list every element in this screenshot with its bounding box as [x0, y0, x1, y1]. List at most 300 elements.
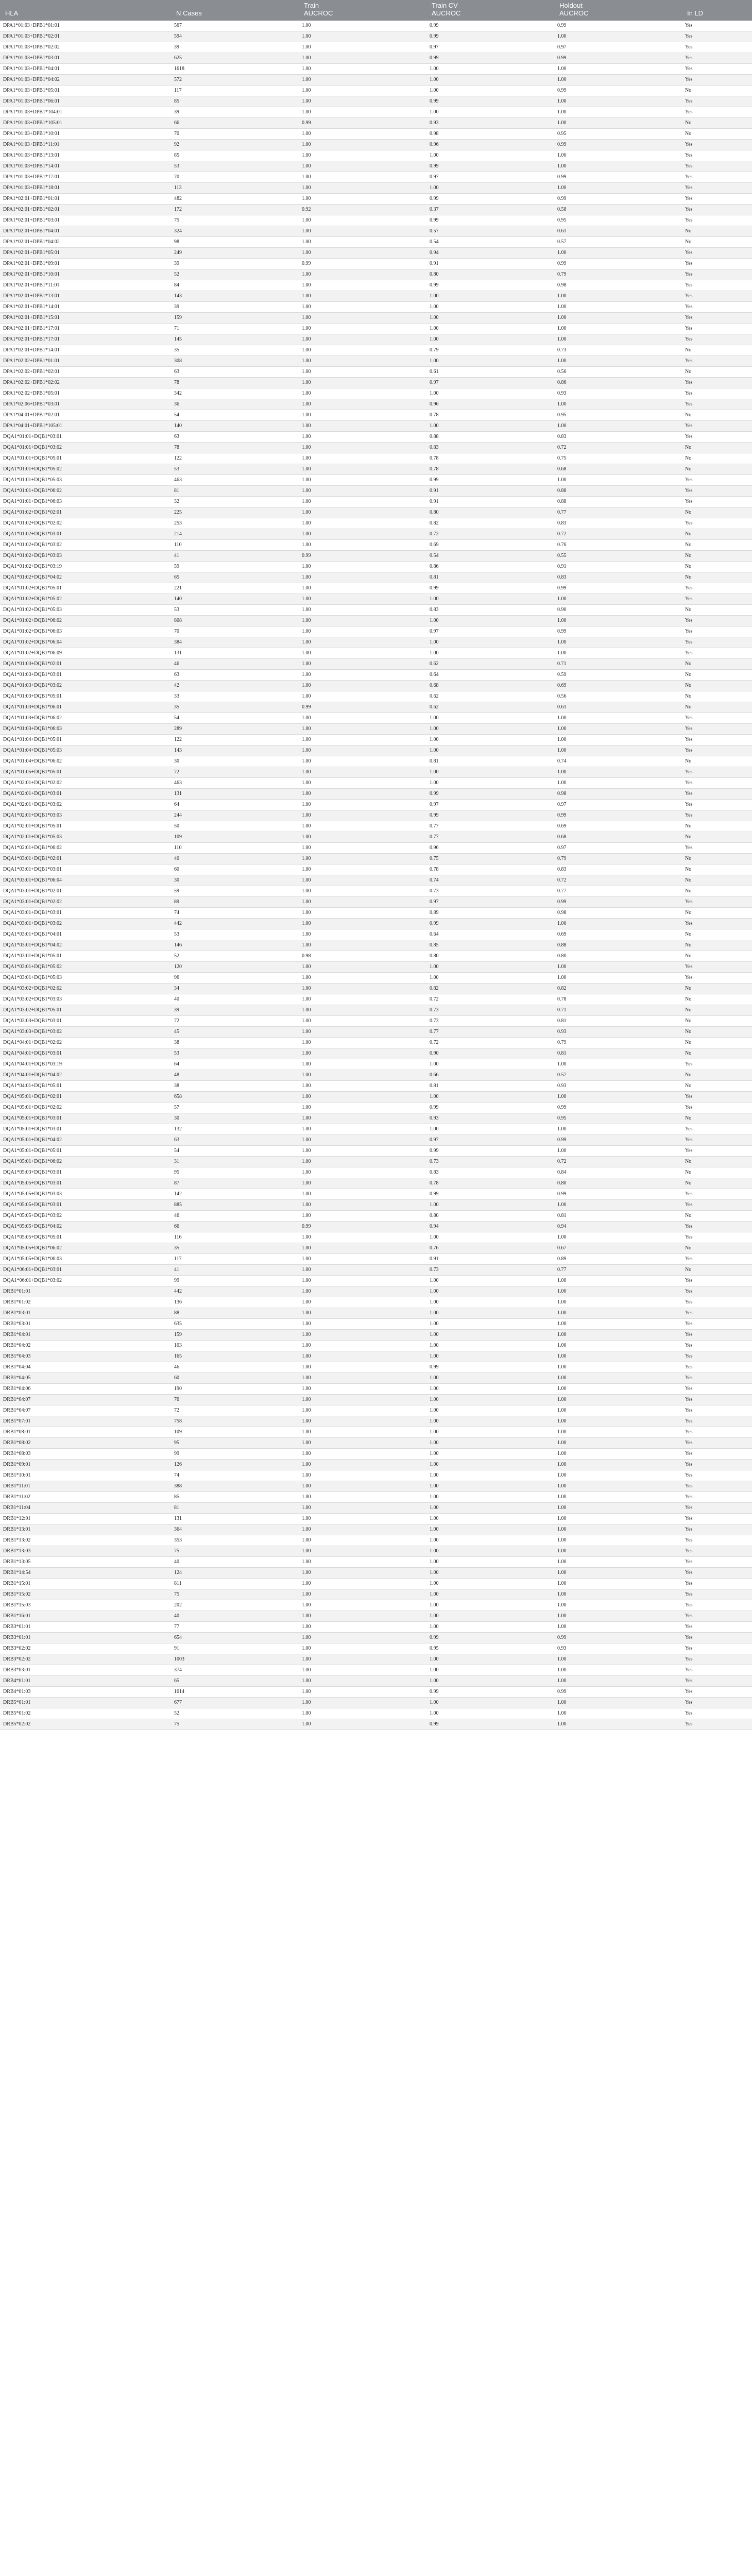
in-ld-cell: Yes	[682, 1232, 752, 1243]
hla-cell: DRB1*04:07	[0, 1395, 171, 1405]
table-row	[0, 1362, 752, 1373]
n-cases-cell: 32	[171, 497, 299, 507]
n-cases-cell: 221	[171, 583, 299, 594]
table-row	[0, 1005, 752, 1016]
n-cases-cell: 85	[171, 96, 299, 107]
holdout-aucroc-cell: 1.00	[554, 724, 682, 735]
table-row	[0, 713, 752, 724]
train-cv-aucroc-cell: 1.00	[426, 973, 554, 984]
holdout-aucroc-cell: 0.71	[554, 659, 682, 670]
train-cv-aucroc-cell: 0.77	[426, 821, 554, 832]
train-aucroc-cell: 0.99	[299, 118, 426, 129]
n-cases-cell: 143	[171, 291, 299, 302]
hla-cell: DQA1*05:05+DQB1*06:03	[0, 1254, 171, 1265]
train-cv-aucroc-cell: 0.89	[426, 908, 554, 919]
train-aucroc-cell: 1.00	[299, 1492, 426, 1503]
table-row	[0, 421, 752, 432]
table-row	[0, 356, 752, 367]
hla-cell: DQA1*01:02+DQB1*05:02	[0, 594, 171, 605]
holdout-aucroc-cell: 0.72	[554, 443, 682, 453]
n-cases-cell: 758	[171, 1416, 299, 1427]
in-ld-cell: Yes	[682, 594, 752, 605]
in-ld-cell: Yes	[682, 107, 752, 118]
hla-cell: DRB1*04:01	[0, 1330, 171, 1341]
hla-cell: DRB1*11:02	[0, 1492, 171, 1503]
n-cases-cell: 74	[171, 1470, 299, 1481]
table-row	[0, 540, 752, 551]
holdout-aucroc-cell: 1.00	[554, 1503, 682, 1514]
holdout-aucroc-cell: 1.00	[554, 1514, 682, 1524]
train-cv-aucroc-cell: 0.97	[426, 800, 554, 810]
n-cases-cell: 85	[171, 1492, 299, 1503]
in-ld-cell: Yes	[682, 637, 752, 648]
holdout-aucroc-cell: 0.72	[554, 529, 682, 540]
holdout-aucroc-cell: 1.00	[554, 475, 682, 486]
holdout-aucroc-cell: 1.00	[554, 1676, 682, 1687]
in-ld-cell: Yes	[682, 616, 752, 626]
holdout-aucroc-cell: 1.00	[554, 248, 682, 259]
holdout-aucroc-cell: 0.55	[554, 551, 682, 562]
in-ld-cell: No	[682, 1005, 752, 1016]
train-aucroc-cell: 1.00	[299, 670, 426, 681]
holdout-aucroc-cell: 1.00	[554, 1589, 682, 1600]
holdout-aucroc-cell: 0.93	[554, 1081, 682, 1092]
in-ld-cell: Yes	[682, 713, 752, 724]
in-ld-cell: Yes	[682, 1135, 752, 1146]
holdout-aucroc-cell: 1.00	[554, 1276, 682, 1286]
n-cases-cell: 635	[171, 1319, 299, 1330]
train-aucroc-cell: 1.00	[299, 984, 426, 994]
train-cv-aucroc-cell: 0.68	[426, 681, 554, 691]
holdout-aucroc-cell: 0.83	[554, 865, 682, 875]
train-cv-aucroc-cell: 0.99	[426, 810, 554, 821]
table-row	[0, 1330, 752, 1341]
hla-cell: DRB3*01:01	[0, 1622, 171, 1633]
n-cases-cell: 885	[171, 1200, 299, 1211]
train-cv-aucroc-cell: 0.99	[426, 161, 554, 172]
hla-cell: DPA1*02:02+DPB1*02:01	[0, 367, 171, 378]
train-cv-aucroc-cell: 1.00	[426, 75, 554, 86]
n-cases-cell: 65	[171, 1676, 299, 1687]
holdout-aucroc-cell: 1.00	[554, 1665, 682, 1676]
in-ld-cell: Yes	[682, 810, 752, 821]
table-row	[0, 334, 752, 345]
in-ld-cell: Yes	[682, 1276, 752, 1286]
holdout-aucroc-cell: 1.00	[554, 1330, 682, 1341]
train-aucroc-cell: 1.00	[299, 248, 426, 259]
holdout-aucroc-cell: 0.98	[554, 789, 682, 800]
table-row	[0, 280, 752, 291]
train-aucroc-cell: 1.00	[299, 1351, 426, 1362]
train-aucroc-cell: 1.00	[299, 378, 426, 388]
holdout-aucroc-cell: 0.61	[554, 226, 682, 237]
n-cases-cell: 132	[171, 1124, 299, 1135]
table-row	[0, 1503, 752, 1514]
holdout-aucroc-cell: 1.00	[554, 1395, 682, 1405]
train-cv-aucroc-cell: 1.00	[426, 1589, 554, 1600]
n-cases-cell: 658	[171, 1092, 299, 1103]
holdout-aucroc-cell: 1.00	[554, 919, 682, 929]
train-aucroc-cell: 1.00	[299, 1600, 426, 1611]
in-ld-cell: No	[682, 551, 752, 562]
n-cases-cell: 374	[171, 1665, 299, 1676]
n-cases-cell: 567	[171, 21, 299, 31]
n-cases-cell: 109	[171, 832, 299, 843]
train-cv-aucroc-cell: 0.61	[426, 367, 554, 378]
n-cases-cell: 66	[171, 118, 299, 129]
table-row	[0, 1178, 752, 1189]
train-cv-aucroc-cell: 0.99	[426, 31, 554, 42]
n-cases-cell: 81	[171, 1503, 299, 1514]
hla-cell: DQA1*03:01+DQB1*03:01	[0, 865, 171, 875]
train-cv-aucroc-cell: 0.99	[426, 1189, 554, 1200]
hla-cell: DPA1*02:01+DPB1*10:01	[0, 269, 171, 280]
hla-cell: DPA1*02:06+DPB1*03:01	[0, 399, 171, 410]
table-row	[0, 291, 752, 302]
in-ld-cell: Yes	[682, 789, 752, 800]
in-ld-cell: Yes	[682, 1351, 752, 1362]
train-cv-aucroc-cell: 1.00	[426, 1665, 554, 1676]
train-aucroc-cell: 1.00	[299, 1124, 426, 1135]
train-cv-aucroc-cell: 0.97	[426, 897, 554, 908]
train-cv-aucroc-cell: 0.80	[426, 1211, 554, 1222]
n-cases-cell: 54	[171, 713, 299, 724]
in-ld-cell: No	[682, 908, 752, 919]
in-ld-cell: No	[682, 410, 752, 421]
in-ld-cell: Yes	[682, 313, 752, 324]
table-row	[0, 1427, 752, 1438]
holdout-aucroc-cell: 1.00	[554, 962, 682, 973]
table-row	[0, 1514, 752, 1524]
train-aucroc-cell: 1.00	[299, 1243, 426, 1254]
table-row	[0, 1157, 752, 1167]
n-cases-cell: 78	[171, 378, 299, 388]
in-ld-cell: No	[682, 540, 752, 551]
in-ld-cell: Yes	[682, 1611, 752, 1622]
train-aucroc-cell: 1.00	[299, 1611, 426, 1622]
n-cases-cell: 36	[171, 399, 299, 410]
table-row	[0, 1470, 752, 1481]
table-row	[0, 637, 752, 648]
table-row	[0, 1611, 752, 1622]
train-aucroc-cell: 1.00	[299, 1005, 426, 1016]
in-ld-cell: No	[682, 1265, 752, 1276]
hla-cell: DPA1*01:03+DPB1*17:01	[0, 172, 171, 183]
table-row	[0, 1027, 752, 1038]
train-cv-aucroc-cell: 0.73	[426, 1265, 554, 1276]
n-cases-cell: 81	[171, 486, 299, 497]
n-cases-cell: 54	[171, 410, 299, 421]
table-row	[0, 810, 752, 821]
holdout-aucroc-cell: 0.88	[554, 486, 682, 497]
table-row	[0, 1103, 752, 1113]
holdout-aucroc-cell: 0.98	[554, 280, 682, 291]
train-cv-aucroc-cell: 0.86	[426, 562, 554, 572]
table-row	[0, 226, 752, 237]
in-ld-cell: Yes	[682, 1633, 752, 1643]
n-cases-cell: 388	[171, 1481, 299, 1492]
train-aucroc-cell: 1.00	[299, 1254, 426, 1265]
in-ld-cell: Yes	[682, 724, 752, 735]
table-row	[0, 1048, 752, 1059]
n-cases-cell: 65	[171, 572, 299, 583]
table-row	[0, 1395, 752, 1405]
n-cases-cell: 342	[171, 388, 299, 399]
hla-cell: DQA1*01:03+DQB1*02:01	[0, 659, 171, 670]
train-aucroc-cell: 1.00	[299, 1654, 426, 1665]
holdout-aucroc-cell: 1.00	[554, 399, 682, 410]
n-cases-cell: 131	[171, 789, 299, 800]
train-aucroc-cell: 1.00	[299, 1384, 426, 1395]
in-ld-cell: Yes	[682, 1308, 752, 1319]
holdout-aucroc-cell: 1.00	[554, 1362, 682, 1373]
train-aucroc-cell: 1.00	[299, 1643, 426, 1654]
table-row	[0, 1643, 752, 1654]
train-cv-aucroc-cell: 0.99	[426, 583, 554, 594]
train-cv-aucroc-cell: 0.99	[426, 96, 554, 107]
table-row	[0, 53, 752, 64]
n-cases-cell: 120	[171, 962, 299, 973]
hla-cell: DQA1*01:04+DQB1*06:02	[0, 756, 171, 767]
n-cases-cell: 384	[171, 637, 299, 648]
n-cases-cell: 53	[171, 161, 299, 172]
n-cases-cell: 40	[171, 1611, 299, 1622]
table-row	[0, 1232, 752, 1243]
n-cases-cell: 30	[171, 1113, 299, 1124]
train-aucroc-cell: 1.00	[299, 767, 426, 778]
hla-cell: DQA1*01:02+DQB1*06:04	[0, 637, 171, 648]
hla-cell: DQA1*01:05+DQB1*05:01	[0, 767, 171, 778]
train-aucroc-cell: 1.00	[299, 388, 426, 399]
table-row	[0, 518, 752, 529]
in-ld-cell: No	[682, 1113, 752, 1124]
n-cases-cell: 159	[171, 1330, 299, 1341]
in-ld-cell: No	[682, 1070, 752, 1081]
train-cv-aucroc-cell: 0.82	[426, 518, 554, 529]
n-cases-cell: 96	[171, 973, 299, 984]
train-cv-aucroc-cell: 0.99	[426, 53, 554, 64]
table-row	[0, 1135, 752, 1146]
holdout-aucroc-cell: 1.00	[554, 107, 682, 118]
hla-cell: DQA1*01:02+DQB1*05:03	[0, 605, 171, 616]
n-cases-cell: 38	[171, 1081, 299, 1092]
hla-cell: DRB1*04:06	[0, 1384, 171, 1395]
in-ld-cell: Yes	[682, 962, 752, 973]
header-inld: In LD	[682, 9, 752, 21]
table-row	[0, 605, 752, 616]
train-cv-aucroc-cell: 1.00	[426, 767, 554, 778]
train-aucroc-cell: 1.00	[299, 745, 426, 756]
in-ld-cell: Yes	[682, 1524, 752, 1535]
n-cases-cell: 99	[171, 1276, 299, 1286]
n-cases-cell: 59	[171, 886, 299, 897]
n-cases-cell: 40	[171, 854, 299, 865]
train-aucroc-cell: 0.99	[299, 259, 426, 269]
train-cv-aucroc-cell: 0.80	[426, 951, 554, 962]
train-aucroc-cell: 1.00	[299, 897, 426, 908]
in-ld-cell: Yes	[682, 1654, 752, 1665]
n-cases-cell: 42	[171, 681, 299, 691]
train-cv-aucroc-cell: 0.99	[426, 1103, 554, 1113]
n-cases-cell: 60	[171, 1373, 299, 1384]
hla-cell: DRB3*01:01	[0, 1633, 171, 1643]
train-cv-aucroc-cell: 0.78	[426, 865, 554, 875]
in-ld-cell: Yes	[682, 1665, 752, 1676]
in-ld-cell: Yes	[682, 64, 752, 75]
train-cv-aucroc-cell: 1.00	[426, 1373, 554, 1384]
train-aucroc-cell: 1.00	[299, 1514, 426, 1524]
table-row	[0, 583, 752, 594]
n-cases-cell: 46	[171, 1211, 299, 1222]
in-ld-cell: Yes	[682, 897, 752, 908]
in-ld-cell: Yes	[682, 843, 752, 854]
table-row	[0, 1016, 752, 1027]
train-aucroc-cell: 1.00	[299, 475, 426, 486]
train-cv-aucroc-cell: 1.00	[426, 64, 554, 75]
train-aucroc-cell: 1.00	[299, 540, 426, 551]
train-cv-aucroc-cell: 0.97	[426, 1135, 554, 1146]
table-row	[0, 854, 752, 865]
holdout-aucroc-cell: 0.99	[554, 1633, 682, 1643]
table-row	[0, 410, 752, 421]
train-aucroc-cell: 0.98	[299, 951, 426, 962]
in-ld-cell: Yes	[682, 1449, 752, 1460]
holdout-aucroc-cell: 0.59	[554, 670, 682, 681]
table-row	[0, 1243, 752, 1254]
holdout-aucroc-cell: 0.82	[554, 984, 682, 994]
in-ld-cell: Yes	[682, 1427, 752, 1438]
table-row	[0, 399, 752, 410]
hla-cell: DQA1*06:01+DQB1*03:02	[0, 1276, 171, 1286]
train-cv-aucroc-cell: 1.00	[426, 1395, 554, 1405]
hla-cell: DRB1*12:01	[0, 1514, 171, 1524]
in-ld-cell: Yes	[682, 973, 752, 984]
in-ld-cell: Yes	[682, 1373, 752, 1384]
train-aucroc-cell: 1.00	[299, 280, 426, 291]
train-aucroc-cell: 1.00	[299, 291, 426, 302]
train-cv-aucroc-cell: 0.73	[426, 1005, 554, 1016]
table-row	[0, 1092, 752, 1103]
hla-cell: DPA1*02:02+DPB1*05:01	[0, 388, 171, 399]
train-aucroc-cell: 1.00	[299, 626, 426, 637]
in-ld-cell: Yes	[682, 1222, 752, 1232]
train-aucroc-cell: 1.00	[299, 237, 426, 248]
train-cv-aucroc-cell: 0.76	[426, 1243, 554, 1254]
train-aucroc-cell: 1.00	[299, 616, 426, 626]
table-row	[0, 129, 752, 140]
train-aucroc-cell: 1.00	[299, 367, 426, 378]
train-aucroc-cell: 1.00	[299, 75, 426, 86]
n-cases-cell: 41	[171, 551, 299, 562]
table-row	[0, 248, 752, 259]
train-aucroc-cell: 0.99	[299, 702, 426, 713]
hla-cell: DRB1*10:01	[0, 1470, 171, 1481]
train-cv-aucroc-cell: 0.72	[426, 994, 554, 1005]
train-aucroc-cell: 1.00	[299, 1568, 426, 1579]
n-cases-cell: 89	[171, 897, 299, 908]
hla-cell: DRB5*01:01	[0, 1698, 171, 1708]
table-body	[0, 21, 752, 1730]
holdout-aucroc-cell: 0.58	[554, 205, 682, 215]
hla-cell: DQA1*01:03+DQB1*06:03	[0, 724, 171, 735]
hla-cell: DQA1*04:01+DQB1*02:02	[0, 1038, 171, 1048]
train-cv-aucroc-cell: 0.96	[426, 843, 554, 854]
holdout-aucroc-cell: 0.99	[554, 194, 682, 205]
n-cases-cell: 113	[171, 183, 299, 194]
train-aucroc-cell: 1.00	[299, 1092, 426, 1103]
holdout-aucroc-cell: 1.00	[554, 356, 682, 367]
table-row	[0, 1384, 752, 1395]
train-cv-aucroc-cell: 0.98	[426, 129, 554, 140]
holdout-aucroc-cell: 1.00	[554, 1460, 682, 1470]
table-row	[0, 1416, 752, 1427]
train-cv-aucroc-cell: 1.00	[426, 1481, 554, 1492]
in-ld-cell: No	[682, 1081, 752, 1092]
table-row	[0, 1524, 752, 1535]
train-aucroc-cell: 1.00	[299, 1027, 426, 1038]
in-ld-cell: Yes	[682, 1708, 752, 1719]
train-aucroc-cell: 1.00	[299, 1276, 426, 1286]
hla-cell: DPA1*01:03+DPB1*104:01	[0, 107, 171, 118]
n-cases-cell: 131	[171, 1514, 299, 1524]
hla-cell: DQA1*01:01+DQB1*03:01	[0, 432, 171, 443]
holdout-aucroc-cell: 1.00	[554, 1611, 682, 1622]
in-ld-cell: No	[682, 226, 752, 237]
table-row	[0, 1081, 752, 1092]
holdout-aucroc-cell: 1.00	[554, 1297, 682, 1308]
table-row	[0, 886, 752, 897]
hla-cell: DQA1*05:01+DQB1*02:02	[0, 1103, 171, 1113]
table-row	[0, 237, 752, 248]
hla-cell: DQA1*05:05+DQB1*03:03	[0, 1189, 171, 1200]
train-cv-aucroc-cell: 1.00	[426, 107, 554, 118]
n-cases-cell: 95	[171, 1167, 299, 1178]
holdout-aucroc-cell: 1.00	[554, 1698, 682, 1708]
header-hla: HLA	[0, 9, 171, 21]
hla-cell: DPA1*02:01+DPB1*14:01	[0, 302, 171, 313]
table-row	[0, 616, 752, 626]
train-cv-aucroc-cell: 1.00	[426, 1698, 554, 1708]
hla-cell: DQA1*01:02+DQB1*05:01	[0, 583, 171, 594]
holdout-aucroc-cell: 1.00	[554, 1351, 682, 1362]
hla-cell: DRB1*15:01	[0, 1579, 171, 1589]
train-aucroc-cell: 1.00	[299, 1113, 426, 1124]
train-cv-aucroc-cell: 1.00	[426, 1124, 554, 1135]
train-aucroc-cell: 1.00	[299, 605, 426, 616]
in-ld-cell: No	[682, 367, 752, 378]
train-aucroc-cell: 1.00	[299, 421, 426, 432]
hla-cell: DPA1*01:03+DPB1*14:01	[0, 161, 171, 172]
hla-cell: DRB1*16:01	[0, 1611, 171, 1622]
table-row	[0, 1254, 752, 1265]
train-cv-aucroc-cell: 1.00	[426, 594, 554, 605]
in-ld-cell: Yes	[682, 1416, 752, 1427]
n-cases-cell: 45	[171, 1027, 299, 1038]
train-aucroc-cell: 1.00	[299, 681, 426, 691]
train-cv-aucroc-cell: 0.78	[426, 453, 554, 464]
hla-cell: DPA1*02:01+DPB1*17:01	[0, 324, 171, 334]
holdout-aucroc-cell: 0.99	[554, 1687, 682, 1698]
table-row	[0, 205, 752, 215]
in-ld-cell: Yes	[682, 334, 752, 345]
train-aucroc-cell: 1.00	[299, 1416, 426, 1427]
hla-cell: DQA1*05:05+DQB1*03:01	[0, 1178, 171, 1189]
train-aucroc-cell: 1.00	[299, 486, 426, 497]
n-cases-cell: 40	[171, 1557, 299, 1568]
n-cases-cell: 53	[171, 605, 299, 616]
hla-cell: DQA1*01:01+DQB1*03:02	[0, 443, 171, 453]
holdout-aucroc-cell: 1.00	[554, 713, 682, 724]
